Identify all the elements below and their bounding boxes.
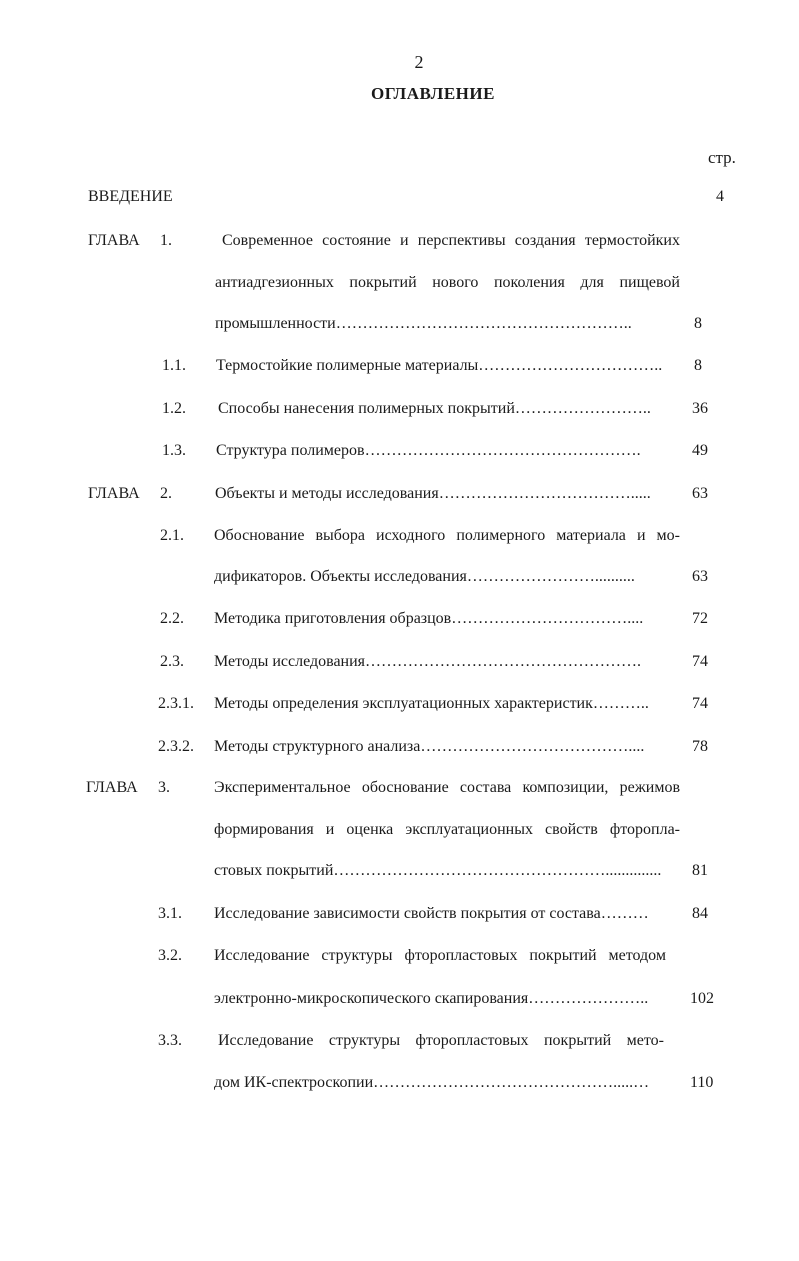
toc-section-number: 1.2. xyxy=(162,400,186,417)
page-title: ОГЛАВЛЕНИЕ xyxy=(371,84,495,103)
toc-section-number: 3.3. xyxy=(158,1032,182,1049)
toc-chapter-label: ГЛАВА xyxy=(88,485,140,502)
toc-section-page: 63 xyxy=(692,568,708,585)
toc-section-number: 1.1. xyxy=(162,357,186,374)
toc-introduction-page: 4 xyxy=(716,188,724,205)
toc-chapter-title-line: формирования и оценка эксплуатационных свойств фторопла- xyxy=(214,821,680,838)
toc-chapter-title-line: Экспериментальное обоснование состава композиции, режимов xyxy=(214,779,680,796)
toc-chapter-label: ГЛАВА xyxy=(88,232,140,249)
toc-chapter-page: 8 xyxy=(694,315,702,332)
toc-introduction-label: ВВЕДЕНИЕ xyxy=(88,188,173,205)
toc-section-number: 2.3.1. xyxy=(158,695,194,712)
toc-section-text-line: Исследование структуры фторопластовых покрытий методом xyxy=(214,947,666,964)
toc-section-page: 36 xyxy=(692,400,708,417)
toc-section-text: Методика приготовления образцов…………………………….... xyxy=(214,610,644,627)
toc-section-text: Способы нанесения полимерных покрытий…………………….. xyxy=(218,400,651,417)
toc-section-text-line: дом ИК-спектроскопии……………………………………….....… xyxy=(214,1074,650,1091)
toc-section-number: 2.1. xyxy=(160,527,184,544)
toc-section-page: 78 xyxy=(692,738,708,755)
toc-section-text: Структура полимеров……………………………………………. xyxy=(216,442,641,459)
toc-chapter-number: 2. xyxy=(160,485,172,502)
toc-chapter-title-line: Объекты и методы исследования………………………………..... xyxy=(215,485,651,502)
toc-section-number: 2.2. xyxy=(160,610,184,627)
toc-section-text: Методы определения эксплуатационных характеристик……….. xyxy=(214,695,649,712)
toc-section-page: 84 xyxy=(692,905,708,922)
toc-section-text-line: электронно-микроскопического скапирования………………….. xyxy=(214,990,649,1007)
toc-chapter-page: 81 xyxy=(692,862,708,879)
toc-chapter-title-line: антиадгезионных покрытий нового поколения для пищевой xyxy=(215,274,680,291)
toc-section-text: Исследование зависимости свойств покрытия от состава……… xyxy=(214,905,649,922)
toc-section-page: 110 xyxy=(690,1074,714,1091)
toc-section-text-line: Исследование структуры фторопластовых покрытий мето- xyxy=(218,1032,664,1049)
toc-section-text-line: Обоснование выбора исходного полимерного материала и мо- xyxy=(214,527,680,544)
toc-section-text: Методы структурного анализа………………………………….... xyxy=(214,738,645,755)
toc-section-number: 3.1. xyxy=(158,905,182,922)
toc-section-number: 1.3. xyxy=(162,442,186,459)
toc-section-page: 74 xyxy=(692,653,708,670)
toc-section-number: 3.2. xyxy=(158,947,182,964)
toc-chapter-label: ГЛАВА xyxy=(86,779,138,796)
toc-section-number: 2.3. xyxy=(160,653,184,670)
pages-column-header: стр. xyxy=(708,148,736,167)
page-number: 2 xyxy=(414,52,424,72)
toc-section-text: Термостойкие полимерные материалы…………………………….. xyxy=(216,357,663,374)
toc-section-page: 74 xyxy=(692,695,708,712)
toc-chapter-title-line: Современное состояние и перспективы создания термостойких xyxy=(222,232,680,249)
toc-section-number: 2.3.2. xyxy=(158,738,194,755)
toc-section-page: 72 xyxy=(692,610,708,627)
toc-chapter-title-line: стовых покрытий…………………………………………….............. xyxy=(214,862,662,879)
toc-chapter-title-line: промышленности……………………………………………….. xyxy=(215,315,632,332)
toc-chapter-number: 3. xyxy=(158,779,170,796)
toc-section-text: Методы исследования……………………………………………. xyxy=(214,653,642,670)
toc-chapter-page: 63 xyxy=(692,485,708,502)
toc-section-page: 102 xyxy=(690,990,714,1007)
toc-section-page: 49 xyxy=(692,442,708,459)
toc-section-page: 8 xyxy=(694,357,702,374)
toc-section-text-line: дификаторов. Объекты исследования…………………….......... xyxy=(214,568,635,585)
toc-chapter-number: 1. xyxy=(160,232,172,249)
